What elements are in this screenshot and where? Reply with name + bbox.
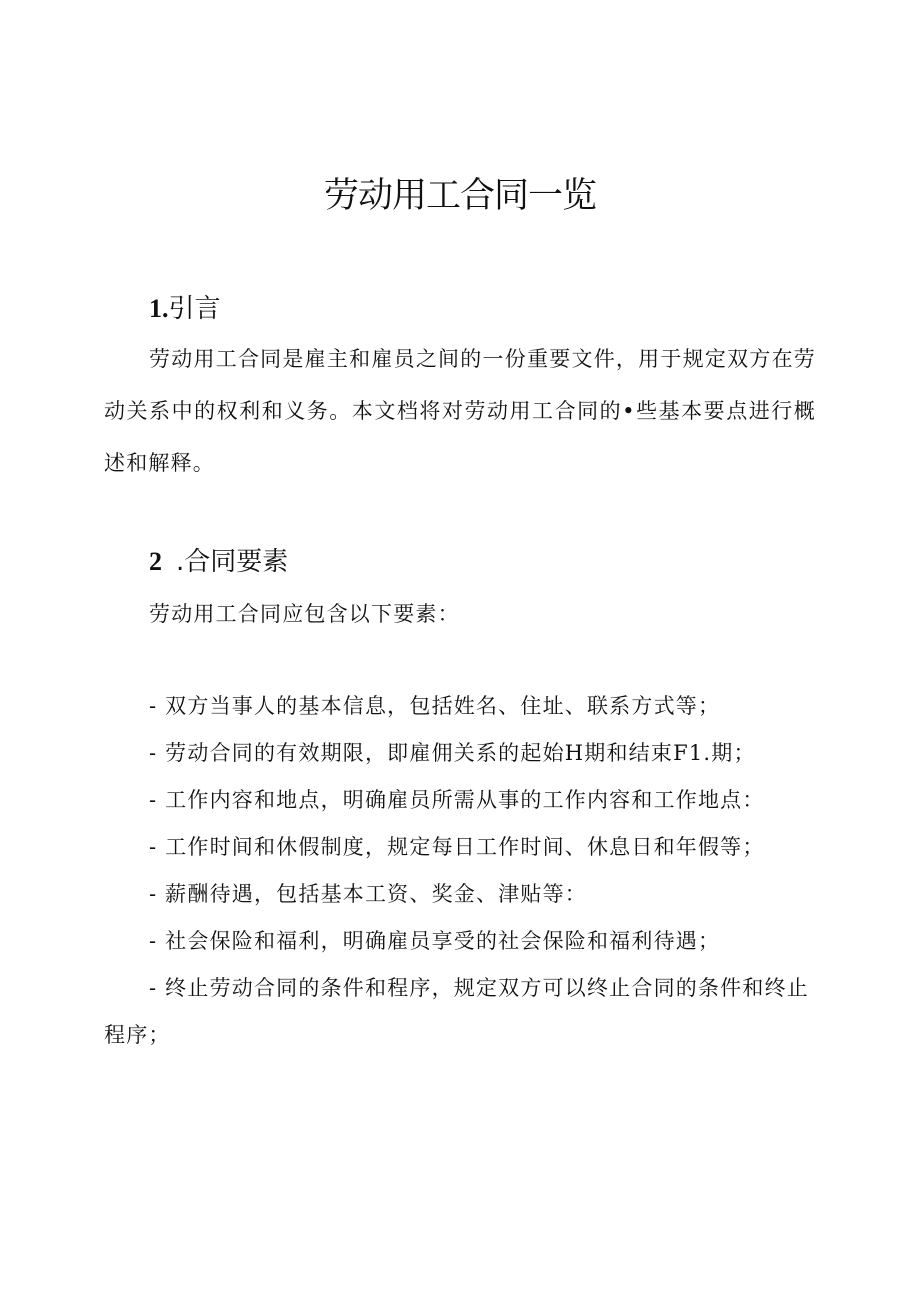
section-title: .合同要素 [176, 547, 289, 577]
document-title: 劳动用工合同一览 [323, 176, 596, 216]
list-item: - 社会保险和福利，明确雇员享受的社会保险和福利待遇； [149, 929, 721, 953]
contract-elements-intro: 劳动用工合同应包含以下要素： [149, 602, 460, 626]
list-item: - 工作内容和地点，明确雇员所需从事的工作内容和工作地点： [149, 788, 765, 812]
list-item: - 工作时间和休假制度，规定每日工作时间、休息日和年假等； [149, 835, 765, 859]
list-item: - 双方当事人的基本信息，包括姓名、住址、联系方式等； [149, 694, 721, 718]
section-heading-contract-elements [149, 545, 288, 579]
section-number: 1. [149, 294, 169, 323]
section-heading-introduction [149, 292, 221, 326]
list-item: - 劳动合同的有效期限，即雇佣关系的起始H期和结束F1.期； [149, 741, 756, 765]
list-item: - 薪酬待遇，包括基本工资、奖金、津贴等： [149, 882, 587, 906]
list-item: - 终止劳动合同的条件和程序，规定双方可以终止合同的条件和终止程序； [104, 976, 809, 1047]
introduction-paragraph: 劳动用工合同是雇主和雇员之间的一份重要文件，用于规定双方在劳动关系中的权利和义务。本文档将对劳动用工合同的•些基本要点进行概述和解释。 [104, 347, 816, 475]
section-number: 2 [149, 547, 162, 576]
contract-elements-list [104, 683, 816, 1059]
section-title: 引言 [168, 294, 221, 324]
